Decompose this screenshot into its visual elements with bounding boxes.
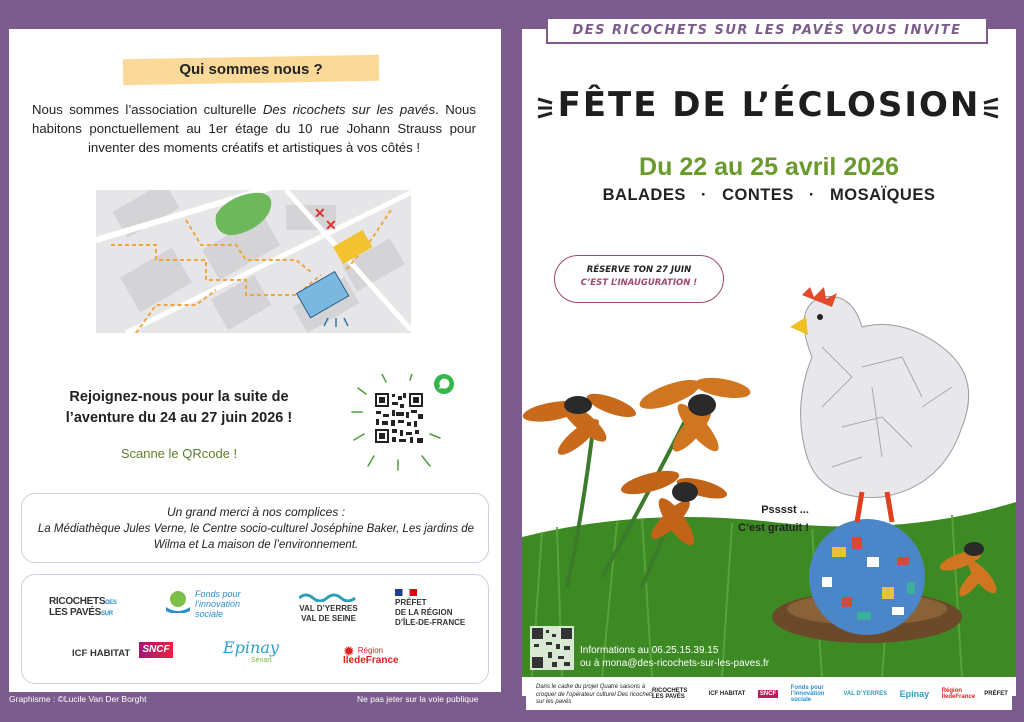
map-marker-1: ✕ (314, 205, 326, 221)
intro-text-2: . Nous habitons ponctuellement au 1er étage du 10 rue Johann Strauss pour inventer des moments créatifs et artistiques à vos côtés ! (32, 102, 476, 155)
event-dates: Du 22 au 25 avril 2026 (639, 153, 899, 181)
scan-text: Scanne le QRcode ! (120, 446, 238, 461)
strip-logo-prefet: PRÉFET (984, 691, 1008, 697)
strip-logo-region: Région IledeFrance (941, 688, 976, 700)
strip-text: Dans le cadre du projet Quatre saisons à croquer de l’opérateur culturel Des ricochets sur les pavés (536, 684, 654, 705)
no-litter-text: Ne pas jeter sur la voie publique (357, 694, 479, 704)
mosaic-illustration (522, 287, 1016, 677)
activity-2: CONTES (722, 186, 794, 204)
mosaic-hen (801, 296, 969, 497)
map-graphic (96, 190, 411, 333)
activities-line: BALADES · CONTES · MOSAÏQUES (602, 186, 936, 204)
strip-logo-sncf: SNCF (759, 691, 777, 697)
section-title: Qui sommes nous ? (179, 61, 323, 78)
left-panel (9, 29, 501, 692)
logo-epinay: Epinay Sénart (223, 638, 279, 664)
location-map (96, 190, 411, 333)
right-panel (522, 23, 1016, 705)
hands-icon (164, 589, 192, 613)
join-text: Rejoignez-nous pour la suite de l’aventure du 24 au 27 juin 2026 ! (65, 389, 293, 426)
activity-1: BALADES (602, 186, 686, 204)
contact-info (580, 644, 769, 670)
event-title: FÊTE DE L’ÉCLOSION (557, 85, 981, 125)
free-note: Psssst ... C’est gratuit ! (738, 504, 809, 534)
logo-region-idf: ✹ Région IledeFrance (343, 643, 399, 666)
flag-icon (395, 589, 417, 596)
strip-logos (652, 685, 1008, 703)
logo-ricochets: RICOCHETSDES LES PAVÉSSUR (49, 596, 117, 618)
thanks-body: La Médiathèque Jules Verne, le Centre socio-culturel Joséphine Baker, Les jardins de Wilma et La maison de l’environnement. (37, 523, 475, 551)
strip-logo-icf: ICF HABITAT (708, 691, 746, 697)
credit-text: Graphisme : ©Lucile Van Der Borght (9, 694, 147, 704)
flower-2 (636, 374, 752, 456)
reserve-bubble: RÉSERVE TON 27 JUIN C’EST L’INAUGURATION ! (554, 255, 724, 303)
flower-1 (522, 389, 639, 460)
logo-prefet: PRÉFET DE LA RÉGION D’ÎLE-DE-FRANCE (395, 589, 475, 628)
logo-sncf: SNCF (139, 642, 173, 658)
strip-logo-fonds: Fonds pour l’innovation sociale (790, 685, 825, 703)
footer-qr-code-icon[interactable] (530, 626, 574, 670)
activity-3: MOSAÏQUES (830, 186, 936, 204)
logo-fonds-innovation: Fonds pour l’innovation sociale (164, 589, 254, 619)
intro-text-1: Nous sommes l’association culturelle (32, 102, 263, 117)
qr-code-icon[interactable] (348, 374, 458, 474)
intro-assoc-name: Des ricochets sur les pavés (262, 102, 436, 117)
invite-banner: DES RICOCHETS SUR LES PAVÉS VOUS INVITE (546, 17, 988, 44)
intro-paragraph (32, 100, 476, 157)
qr-block (348, 374, 458, 474)
wave-icon (299, 592, 359, 602)
thanks-title: Un grand merci à nos complices : (166, 505, 346, 519)
logo-icf: ICF HABITAT (72, 648, 131, 659)
strip-logo-val: VAL D’YERRES (843, 691, 888, 697)
map-marker-2: ✕ (325, 217, 337, 233)
contact-phone: Informations au 06.25.15.39.15 (580, 645, 719, 656)
contact-email[interactable]: ou à mona@des-ricochets-sur-les-paves.fr (580, 658, 770, 669)
logo-val-yerres: VAL D’YERRES VAL DE SEINE (291, 592, 366, 624)
strip-logo-epinay: Epinay (899, 689, 930, 699)
star-icon: ✹ (343, 643, 355, 659)
strip-logo-ricochets: RICOCHETS LES PAVÉS (652, 688, 688, 700)
hen-beak (790, 317, 808, 335)
